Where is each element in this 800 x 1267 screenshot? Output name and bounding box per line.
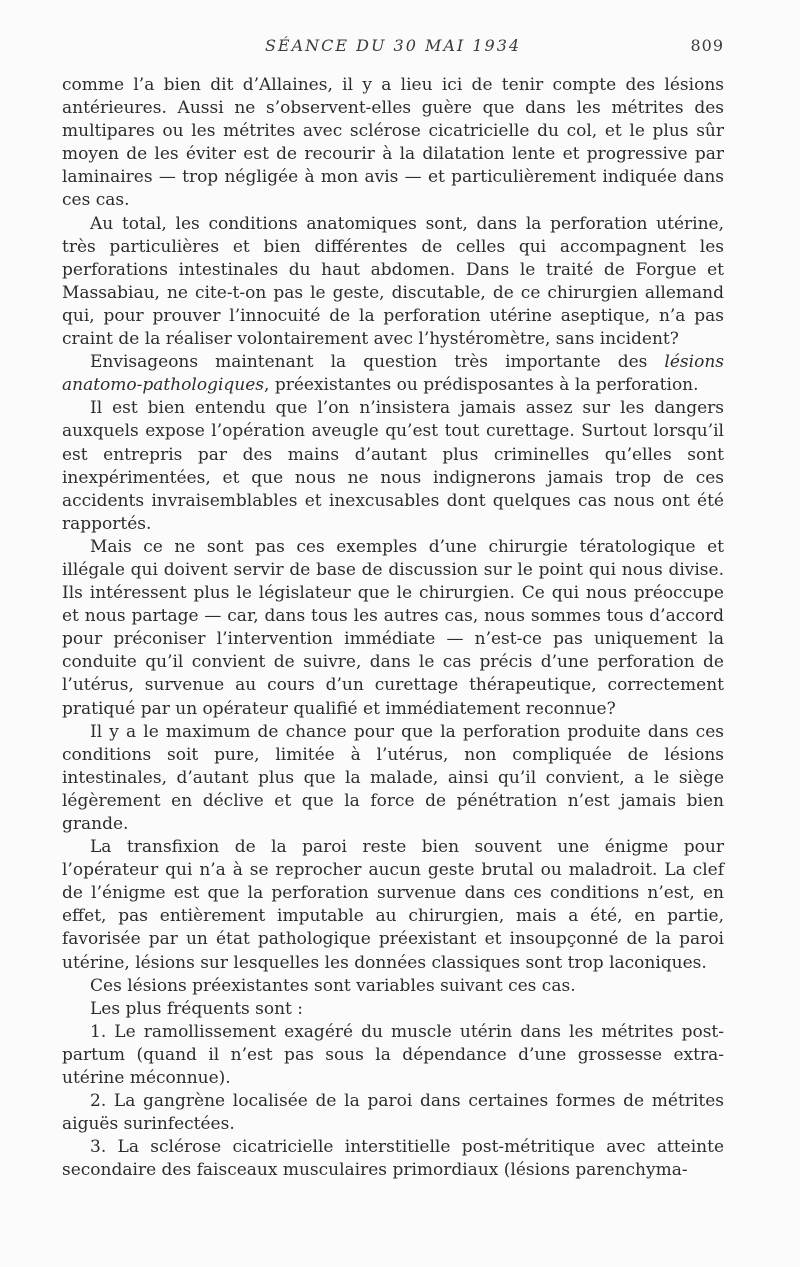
paragraph-4: Il est bien entendu que l’on n’insistera jamais assez sur les dangers auxquels expose l’opération aveugle qu’est tout curettage. Surtout lorsqu’il est entrepris par des mains d’autant plus criminelles qu’elles sont inexpérimentées, et que nous ne nous indignerons jamais trop de ces accidents invraisemblables et inexcusables dont quelques cas nous ont été rapportés. <box>62 398 724 534</box>
page-number: 809 <box>690 36 724 55</box>
paragraph-3 <box>62 351 724 397</box>
list-item-1: 1. Le ramollissement exagéré du muscle utérin dans les métrites post-partum (quand il n’est pas sous la dépendance d’une grossesse extra-utérine méconnue). <box>62 1021 724 1089</box>
list-item-2: 2. La gangrène localisée de la paroi dans certaines formes de métrites aiguës surinfectées. <box>62 1091 724 1135</box>
paragraph-1: comme l’a bien dit d’Allaines, il y a lieu ici de tenir compte des lésions antérieures. Aussi ne s’observent-elles guère que dans les métrites des multipares ou les métrites avec sclérose cicatricielle du col, et le plus sûr moyen de les éviter est de recourir à la dilatation lente et progressive par laminaires — trop négligée à mon avis — et particulièrement indiquée dans ces cas. <box>62 75 724 211</box>
paragraph-2: Au total, les conditions anatomiques sont, dans la perforation utérine, très particulières et bien différentes de celles qui accompagnent les perforations intestinales du haut abdomen. Dans le traité de Forgue et Massabiau, ne cite-t-on pas le geste, discutable, de ce chirurgien allemand qui, pour prouver l’innocuité de la perforation utérine aseptique, n’a pas craint de la réaliser volontairement avec l’hystéromètre, sans incident? <box>62 213 724 350</box>
paragraph-8: Ces lésions préexistantes sont variables suivant ces cas. <box>90 975 576 996</box>
paragraph-5: Mais ce ne sont pas ces exemples d’une chirurgie tératologique et illégale qui doivent servir de base de discussion sur le point qui nous divise. Ils intéressent plus le législateur que le chirurgien. Ce qui nous préoccupe et nous partage — car, dans tous les autres cas, nous sommes tous d’accord pour préconiser l’intervention immédiate — n’est-ce pas uniquement la conduite qu’il convient de suivre, dans le cas précis d’une perforation de l’utérus, survenue au cours d’un curettage thérapeutique, correctement pratiqué par un opérateur qualifié et immédiatement reconnue? <box>62 536 724 719</box>
paragraph-3-end: , préexistantes ou prédisposantes à la perforation. <box>264 375 699 396</box>
paragraph-3-start: Envisageons maintenant la question très importante des <box>90 352 665 373</box>
list-item-3: 3. La sclérose cicatricielle interstitielle post-métritique avec atteinte secondaire des faisceaux musculaires primordiaux (lésions parenchyma- <box>62 1137 724 1181</box>
paragraph-9: Les plus fréquents sont : <box>90 998 304 1019</box>
body-text <box>62 74 724 1183</box>
paragraph-7: La transfixion de la paroi reste bien souvent une énigme pour l’opérateur qui n’a à se reprocher aucun geste brutal ou maladroit. La clef de l’énigme est que la perforation survenue dans ces conditions n’est, en effet, pas entièrement imputable au chirurgien, mais a été, en partie, favorisée par un état pathologique préexistant et insoupçonné de la paroi utérine, lésions sur lesquelles les données classiques sont trop laconiques. <box>62 837 724 973</box>
paragraph-6: Il y a le maximum de chance pour que la perforation produite dans ces conditions soit pure, limitée à l’utérus, non compliquée de lésions intestinales, d’autant plus que la malade, ainsi qu’il convient, a le siège légèrement en déclive et que la force de pénétration n’est jamais bien grande. <box>62 721 724 834</box>
italic-term: lésions anatomo-pathologiques <box>62 352 724 396</box>
running-head: SÉANCE DU 30 MAI 1934 <box>264 36 522 55</box>
page-header <box>62 36 724 60</box>
